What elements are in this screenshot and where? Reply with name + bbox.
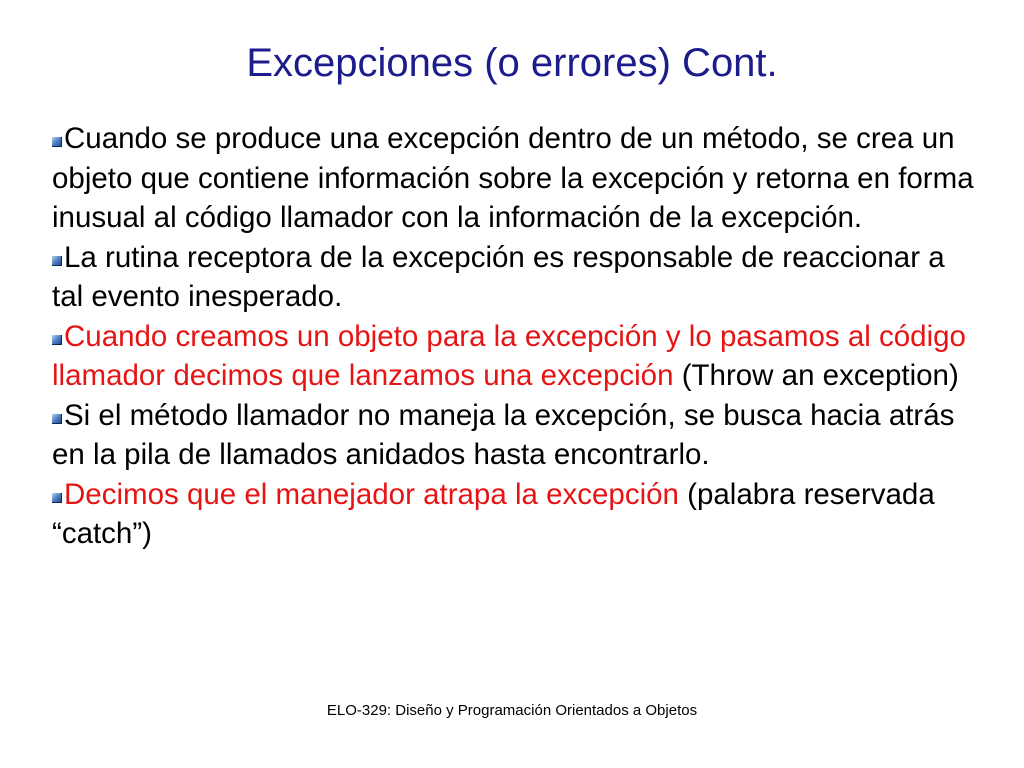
bullet-item [52, 317, 982, 396]
bullet-item [52, 396, 982, 475]
bullet-text: Si el método llamador no maneja la excepción, se busca hacia atrás en la pila de llamados anidados hasta encontrarlo. [52, 398, 955, 471]
bullet-text: (Throw an exception) [673, 359, 959, 392]
bullet-text: La rutina receptora de la excepción es responsable de reaccionar a tal evento inesperado. [52, 240, 945, 313]
slide-title: Excepciones (o errores) Cont. [246, 41, 778, 85]
bullet-text: (palabra reservada “catch”) [52, 477, 935, 550]
square-bullet-icon [52, 335, 62, 345]
square-bullet-icon [52, 493, 62, 503]
square-bullet-icon [52, 256, 62, 266]
bullet-item [52, 119, 982, 238]
slide-footer: ELO-329: Diseño y Programación Orientados a Objetos [326, 702, 698, 719]
square-bullet-icon [52, 137, 62, 147]
bullet-text: Cuando se produce una excepción dentro de un método, se crea un objeto que contiene información sobre la excepción y retorna en forma inusual al código llamador con la información de la excepción. [52, 122, 974, 234]
emphasized-text: Cuando creamos un objeto para la excepción y lo pasamos al código llamador decimos que lanzamos una excepción [52, 319, 966, 392]
bullet-item [52, 238, 982, 317]
bullet-item [52, 475, 982, 554]
square-bullet-icon [52, 414, 62, 424]
emphasized-text: Decimos que el manejador atrapa la excepción [64, 477, 679, 511]
bullet-list [52, 119, 982, 554]
